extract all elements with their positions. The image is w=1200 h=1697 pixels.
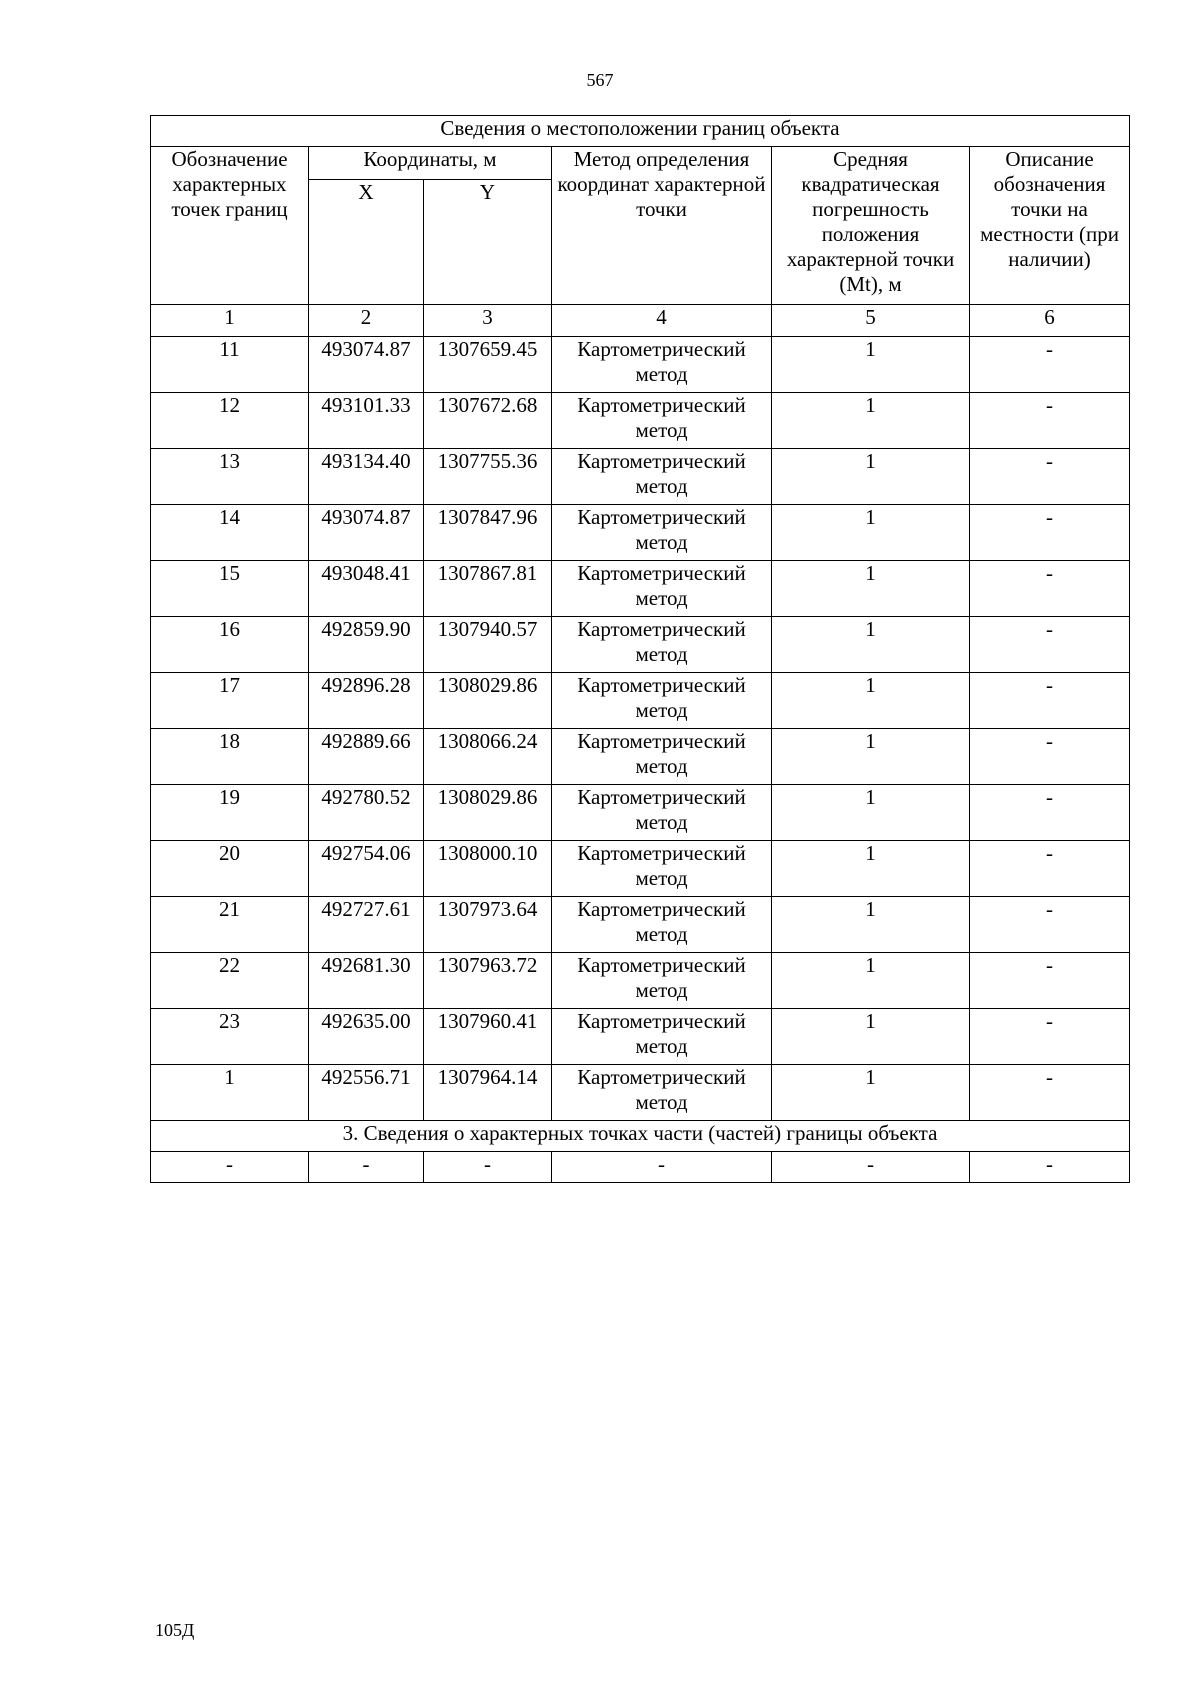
cell-x: 493074.87 (309, 505, 424, 561)
cell-x: 493101.33 (309, 393, 424, 449)
cell-method: Картометрический метод (552, 953, 772, 1009)
cell-x: 493074.87 (309, 337, 424, 393)
cell-x: 492681.30 (309, 953, 424, 1009)
cell-point: 23 (151, 1009, 309, 1065)
section3-cell: - (772, 1152, 970, 1183)
column-number: 4 (552, 305, 772, 337)
cell-point: 13 (151, 449, 309, 505)
header-method: Метод определения координат характерной точки (552, 147, 772, 305)
header-y: Y (424, 180, 552, 305)
cell-description: - (970, 505, 1130, 561)
cell-error: 1 (772, 953, 970, 1009)
table-row (151, 1065, 1130, 1121)
cell-description: - (970, 561, 1130, 617)
cell-y: 1307960.41 (424, 1009, 552, 1065)
section3-title: 3. Сведения о характерных точках части (частей) границы объекта (151, 1121, 1130, 1152)
section3-cell: - (424, 1152, 552, 1183)
cell-point: 17 (151, 673, 309, 729)
cell-description: - (970, 953, 1130, 1009)
cell-y: 1308066.24 (424, 729, 552, 785)
cell-description: - (970, 337, 1130, 393)
cell-point: 15 (151, 561, 309, 617)
cell-point: 14 (151, 505, 309, 561)
table-row (151, 337, 1130, 393)
section3-row (151, 1152, 1130, 1183)
cell-error: 1 (772, 337, 970, 393)
header-point-designation: Обозначение характерных точек границ (151, 147, 309, 305)
cell-y: 1308029.86 (424, 785, 552, 841)
header-x: X (309, 180, 424, 305)
cell-x: 492889.66 (309, 729, 424, 785)
cell-description: - (970, 393, 1130, 449)
cell-method: Картометрический метод (552, 449, 772, 505)
cell-method: Картометрический метод (552, 673, 772, 729)
cell-point: 19 (151, 785, 309, 841)
cell-y: 1307672.68 (424, 393, 552, 449)
column-number: 6 (970, 305, 1130, 337)
cell-y: 1307659.45 (424, 337, 552, 393)
column-number: 3 (424, 305, 552, 337)
cell-error: 1 (772, 841, 970, 897)
cell-point: 18 (151, 729, 309, 785)
cell-description: - (970, 673, 1130, 729)
cell-x: 493048.41 (309, 561, 424, 617)
column-number: 1 (151, 305, 309, 337)
cell-method: Картометрический метод (552, 785, 772, 841)
table-row (151, 1009, 1130, 1065)
cell-y: 1307964.14 (424, 1065, 552, 1121)
cell-description: - (970, 785, 1130, 841)
cell-x: 493134.40 (309, 449, 424, 505)
cell-error: 1 (772, 449, 970, 505)
table-title: Сведения о местоположении границ объекта (151, 116, 1130, 147)
table-row (151, 673, 1130, 729)
cell-y: 1307867.81 (424, 561, 552, 617)
cell-error: 1 (772, 673, 970, 729)
column-number: 2 (309, 305, 424, 337)
table-row (151, 953, 1130, 1009)
cell-error: 1 (772, 897, 970, 953)
table-row (151, 617, 1130, 673)
table-row (151, 393, 1130, 449)
table-row (151, 729, 1130, 785)
cell-x: 492727.61 (309, 897, 424, 953)
cell-y: 1308000.10 (424, 841, 552, 897)
cell-y: 1307973.64 (424, 897, 552, 953)
cell-error: 1 (772, 785, 970, 841)
cell-x: 492754.06 (309, 841, 424, 897)
cell-y: 1307940.57 (424, 617, 552, 673)
cell-method: Картометрический метод (552, 505, 772, 561)
cell-description: - (970, 729, 1130, 785)
cell-error: 1 (772, 393, 970, 449)
cell-error: 1 (772, 1009, 970, 1065)
cell-error: 1 (772, 561, 970, 617)
page-number: 567 (586, 70, 614, 90)
cell-point: 21 (151, 897, 309, 953)
cell-point: 12 (151, 393, 309, 449)
cell-point: 1 (151, 1065, 309, 1121)
cell-method: Картометрический метод (552, 337, 772, 393)
footer-code: 105Д (155, 1620, 195, 1640)
table-row (151, 505, 1130, 561)
cell-y: 1308029.86 (424, 673, 552, 729)
cell-method: Картометрический метод (552, 841, 772, 897)
section3-cell: - (309, 1152, 424, 1183)
cell-point: 16 (151, 617, 309, 673)
cell-error: 1 (772, 729, 970, 785)
cell-x: 492896.28 (309, 673, 424, 729)
cell-description: - (970, 1009, 1130, 1065)
cell-method: Картометрический метод (552, 1065, 772, 1121)
cell-x: 492556.71 (309, 1065, 424, 1121)
cell-y: 1307963.72 (424, 953, 552, 1009)
cell-method: Картометрический метод (552, 393, 772, 449)
cell-method: Картометрический метод (552, 897, 772, 953)
table-row (151, 841, 1130, 897)
cell-x: 492635.00 (309, 1009, 424, 1065)
cell-method: Картометрический метод (552, 1009, 772, 1065)
cell-description: - (970, 617, 1130, 673)
cell-point: 22 (151, 953, 309, 1009)
cell-description: - (970, 841, 1130, 897)
cell-y: 1307847.96 (424, 505, 552, 561)
header-description: Описание обозначения точки на местности (при наличии) (970, 147, 1130, 305)
section3-cell: - (552, 1152, 772, 1183)
section3-cell: - (151, 1152, 309, 1183)
section3-cell: - (970, 1152, 1130, 1183)
cell-description: - (970, 897, 1130, 953)
cell-error: 1 (772, 505, 970, 561)
cell-method: Картометрический метод (552, 561, 772, 617)
cell-description: - (970, 449, 1130, 505)
cell-error: 1 (772, 617, 970, 673)
table-row (151, 449, 1130, 505)
table-row (151, 897, 1130, 953)
boundary-table (150, 115, 1130, 1183)
column-number: 5 (772, 305, 970, 337)
cell-method: Картометрический метод (552, 729, 772, 785)
cell-x: 492780.52 (309, 785, 424, 841)
cell-point: 11 (151, 337, 309, 393)
table-row (151, 561, 1130, 617)
cell-y: 1307755.36 (424, 449, 552, 505)
cell-point: 20 (151, 841, 309, 897)
cell-x: 492859.90 (309, 617, 424, 673)
header-error: Средняя квадратическая погрешность положения характерной точки (Mt), м (772, 147, 970, 305)
table-row (151, 785, 1130, 841)
header-coordinates: Координаты, м (309, 147, 552, 180)
column-numbers-row (151, 305, 1130, 337)
cell-error: 1 (772, 1065, 970, 1121)
cell-description: - (970, 1065, 1130, 1121)
cell-method: Картометрический метод (552, 617, 772, 673)
